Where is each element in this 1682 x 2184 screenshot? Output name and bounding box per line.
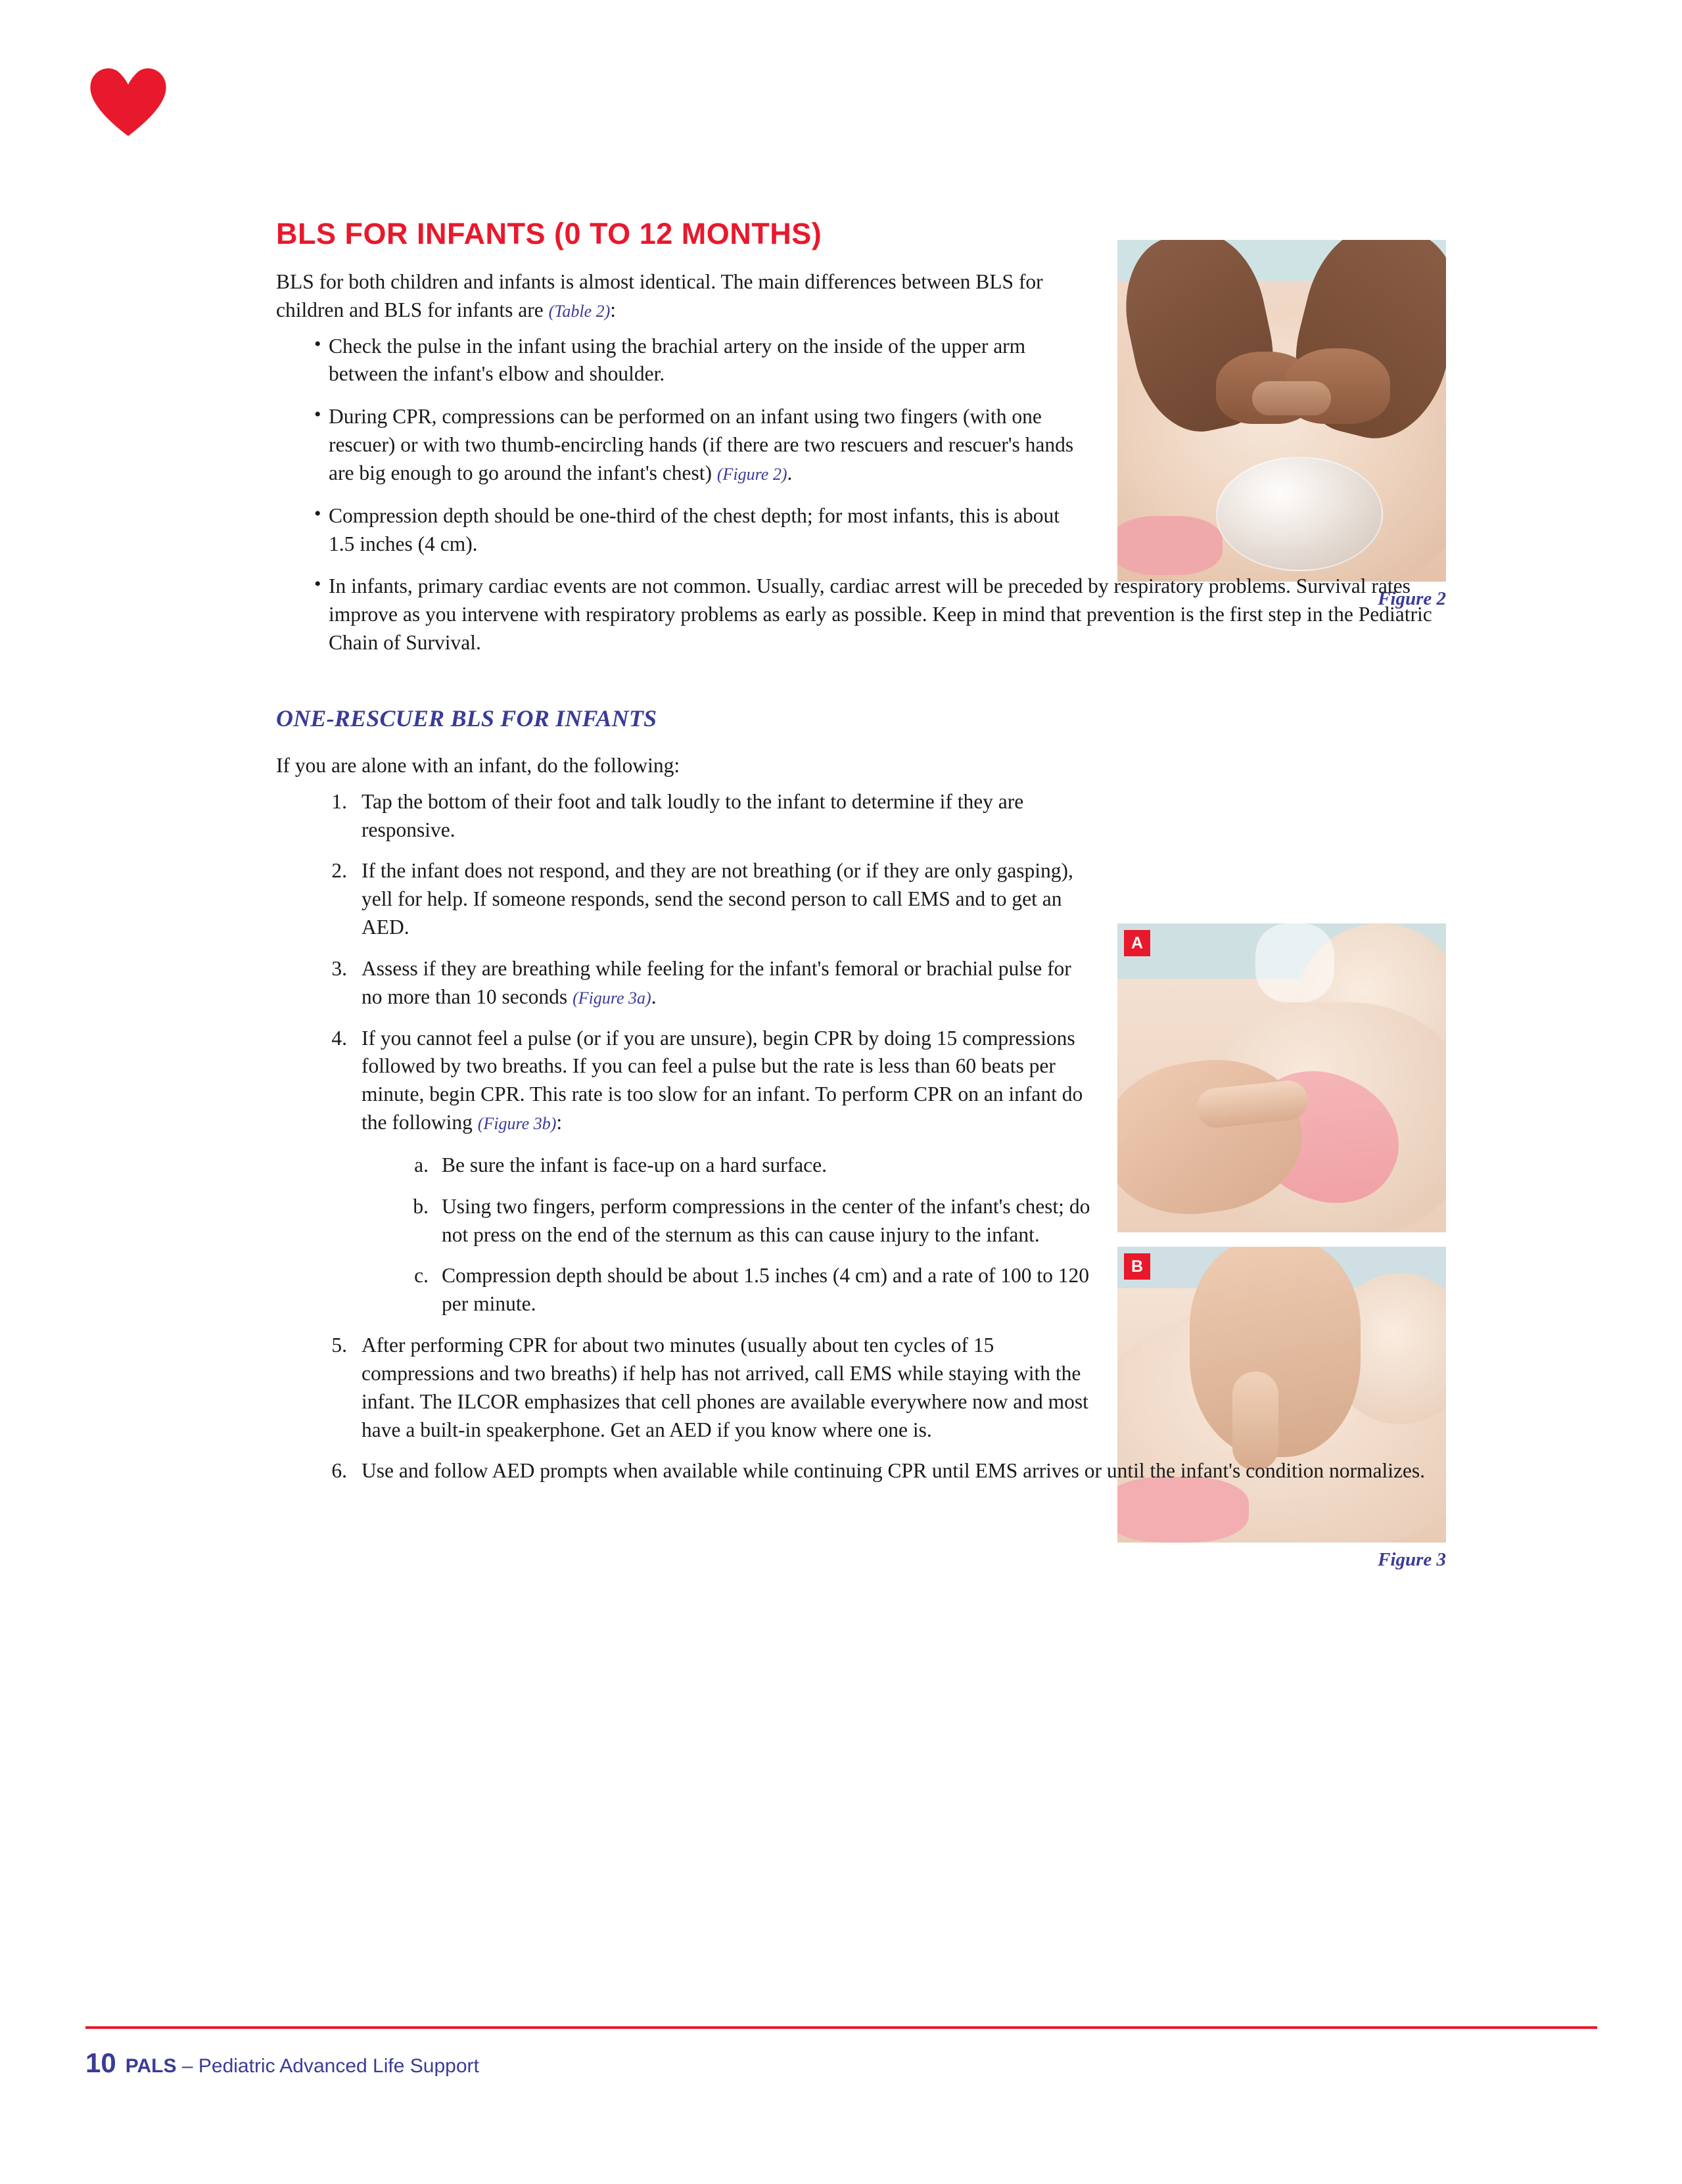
footer-course-name: – Pediatric Advanced Life Support <box>181 2055 479 2077</box>
list-item: Using two fingers, perform compressions in the center of the infant's chest; do not press on the end of the sternum as this can cause injury to the infant. <box>442 1194 1090 1246</box>
list-item <box>315 857 1091 941</box>
step-text: If the infant does not respond, and they are not breathing (or if they are only gasping), yell for help. If someone responds, send the second person to call EMS and to get an AED. <box>362 859 1073 939</box>
bullet-text: Check the pulse in the infant using the brachial artery on the inside of the upper arm between the infant's elbow and shoulder. <box>329 334 1026 386</box>
page-content <box>276 217 1433 1499</box>
list-item <box>315 788 1091 845</box>
footer-divider <box>85 2026 1597 2029</box>
page-title: BLS FOR INFANTS (0 TO 12 MONTHS) <box>276 217 822 250</box>
bullet-text: Compression depth should be one-third of the chest depth; for most infants, this is about 1.5 inches (4 cm). <box>329 503 1060 555</box>
figure-3a-label: A <box>1124 930 1150 956</box>
list-item <box>314 403 1078 487</box>
list-item: Compression depth should be about 1.5 inches (4 cm) and a rate of 100 to 120 per minute. <box>442 1264 1090 1316</box>
one-rescuer-steps-list <box>276 788 1433 1485</box>
section-subtitle: ONE-RESCUER BLS FOR INFANTS <box>276 705 657 732</box>
page-footer <box>85 2047 479 2079</box>
figure-2-caption: Figure 2 <box>1378 588 1446 609</box>
list-item <box>315 1457 1479 1485</box>
step-text: If you cannot feel a pulse (or if you are unsure), begin CPR by doing 15 compressions followed by two breaths. If you can feel a pulse but the rate is less than 60 beats per minute, begin CPR. This rate is too slow for an infant. To perform CPR on an infant do the following <box>362 1026 1083 1134</box>
intro-reference: (Table 2) <box>548 301 611 321</box>
step-reference: (Figure 3a) <box>572 988 651 1008</box>
page-number: 10 <box>85 2047 116 2078</box>
bullet-text: In infants, primary cardiac events are not common. Usually, cardiac arrest will be preceded by respiratory problems. Survival rates improve as you intervene with respiratory problems as early as possible. Keep in mind that prevention is the first step in the Pediatric Chain of Survival. <box>329 574 1432 655</box>
cpr-substeps-list <box>362 1151 1091 1318</box>
step-text: Assess if they are breathing while feeling for the infant's femoral or brachial pulse for no more than 10 seconds <box>362 956 1071 1008</box>
list-item <box>314 333 1078 389</box>
step-reference: (Figure 3b) <box>477 1114 557 1134</box>
step-text: Tap the bottom of their foot and talk loudly to the infant to determine if they are responsive. <box>362 789 1024 841</box>
intro-tail: : <box>610 298 617 321</box>
list-item <box>315 1025 1091 1318</box>
figure-3-caption: Figure 3 <box>1378 1549 1446 1570</box>
intro-text: BLS for both children and infants is almost identical. The main differences between BLS for children and BLS for infants are <box>276 270 1043 321</box>
step-tail: : <box>556 1111 563 1134</box>
bullet-reference: (Figure 2) <box>716 464 787 484</box>
differences-list <box>276 333 1433 657</box>
list-item: Be sure the infant is face-up on a hard surface. <box>442 1153 827 1176</box>
figure-3b-label: B <box>1124 1253 1150 1280</box>
footer-course-code: PALS <box>125 2055 177 2077</box>
bullet-text: During CPR, compressions can be performed on an infant using two fingers (with one rescuer) or with two thumb-encircling hands (if there are two rescuers and rescuer's hands are big enough to go around the infant's chest) <box>329 405 1074 484</box>
step-text: After performing CPR for about two minutes (usually about ten cycles of 15 compressions and two breaths) if help has not arrived, call EMS while staying with the infant. The ILCOR emphasizes that cell phones are available everywhere now and most have a built-in speakerphone. Get an AED if you know where one is. <box>362 1334 1088 1441</box>
footer-text <box>126 2055 479 2078</box>
step-tail: . <box>651 985 657 1008</box>
list-item <box>315 1332 1091 1444</box>
intro-paragraph <box>276 268 1052 325</box>
step-text: Use and follow AED prompts when available while continuing CPR until EMS arrives or until the infant's condition normalizes. <box>362 1459 1426 1483</box>
list-item <box>315 955 1091 1011</box>
heart-icon <box>85 62 171 141</box>
list-item <box>314 502 1078 559</box>
list-item <box>314 572 1446 657</box>
bullet-tail: . <box>787 461 793 484</box>
lead-in-paragraph: If you are alone with an infant, do the following: <box>276 753 680 777</box>
